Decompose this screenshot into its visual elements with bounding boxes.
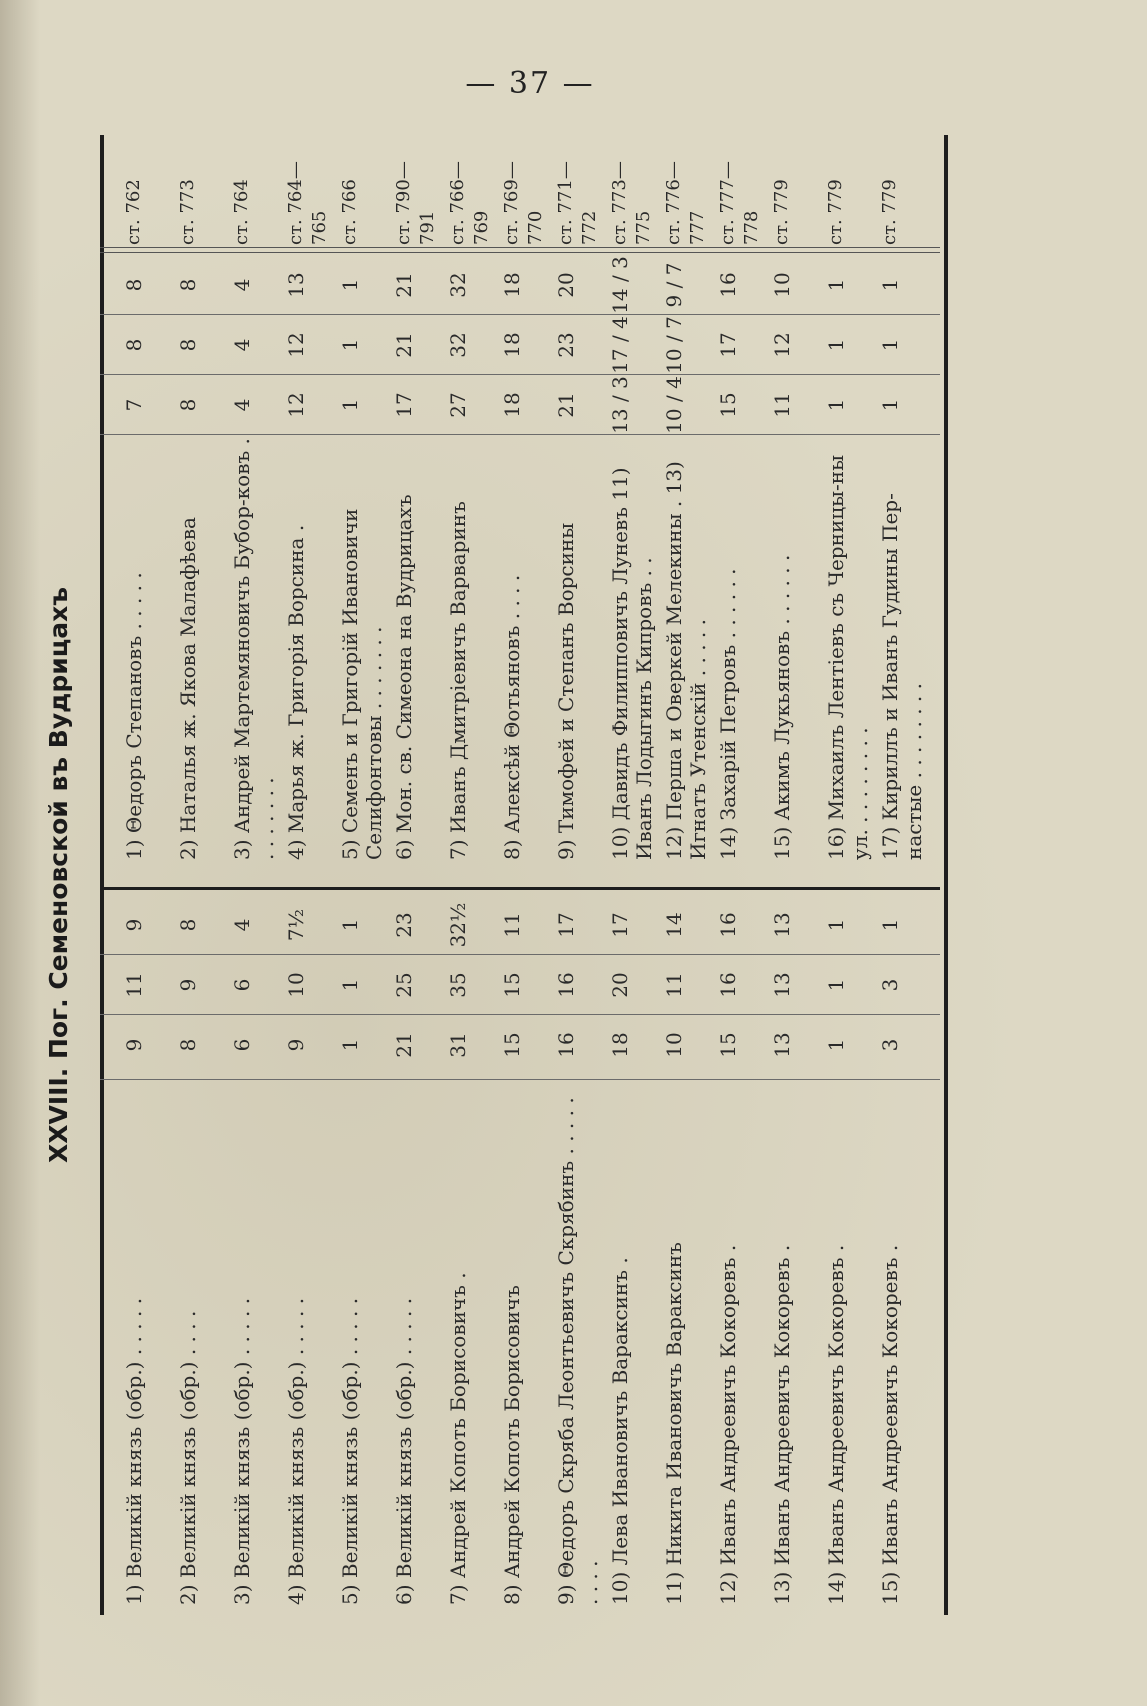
value-cell: 10: [662, 1032, 686, 1058]
value-cell: 23: [554, 332, 578, 358]
value-cell: 8: [176, 278, 200, 292]
owner-cell: 11) Никита Ивановичъ Вараксинъ: [662, 1242, 686, 1605]
value-cell: 11: [770, 392, 794, 418]
value-cell: 1: [878, 918, 902, 932]
value-cell: 6: [230, 978, 254, 992]
value-cell: 4: [230, 338, 254, 352]
value-cell: 21: [392, 272, 416, 298]
value-cell: 32½: [446, 902, 470, 948]
owner-cell: 5) Великій князь (обр.) . . . . .: [338, 1297, 362, 1605]
value-cell: 1: [824, 978, 848, 992]
holder-cell: 15) Акимъ Лукьяновъ . . . . . .: [770, 554, 794, 860]
holder-cell: 8) Алексѣй Θотьяновъ . . . .: [500, 574, 524, 860]
owner-cell: 13) Иванъ Андреевичъ Кокоревъ .: [770, 1244, 794, 1605]
table-row: [662, 135, 716, 1615]
holder-cell: 9) Тимофей и Степанъ Ворсины: [554, 522, 578, 860]
value-cell: 10: [284, 972, 308, 998]
value-cell: 10 / 7: [662, 316, 686, 374]
value-cell: 20: [554, 272, 578, 298]
value-cell: 27: [446, 392, 470, 418]
value-cell: 1: [824, 918, 848, 932]
value-cell: 13: [770, 972, 794, 998]
reference-cell: ст. 771—772: [555, 161, 600, 245]
value-cell: 7: [122, 398, 146, 412]
table-row: [770, 135, 824, 1615]
value-cell: 17: [716, 332, 740, 358]
value-cell: 8: [122, 338, 146, 352]
owner-cell: 10) Лева Ивановичъ Вараксинъ .: [608, 1257, 632, 1605]
table-row: [392, 135, 446, 1615]
holder-cell: 16) Михаилъ Лентіевъ съ Черницы-ны ул. . . . . . . . .: [824, 454, 872, 860]
column-divider: [100, 1079, 940, 1080]
value-cell: 11: [500, 912, 524, 938]
value-cell: 1: [338, 278, 362, 292]
value-cell: 18: [500, 392, 524, 418]
section-title: XXVIII. Пог. Семеновской въ Вудрицахъ: [44, 586, 73, 1164]
value-cell: 13: [770, 1032, 794, 1058]
value-cell: 9: [284, 1038, 308, 1052]
table-row: [554, 135, 608, 1615]
value-cell: 8: [176, 918, 200, 932]
value-cell: 9: [122, 1038, 146, 1052]
reference-cell: ст. 766: [339, 179, 360, 245]
value-cell: 1: [338, 398, 362, 412]
value-cell: 14 / 3: [608, 256, 632, 314]
value-cell: 18: [500, 332, 524, 358]
holder-cell: 5) Семенъ и Григорій Ивановичи Селифонтовы . . . . . . .: [338, 508, 386, 860]
value-cell: 16: [554, 1032, 578, 1058]
value-cell: 1: [824, 278, 848, 292]
value-cell: 1: [878, 338, 902, 352]
value-cell: 11: [122, 972, 146, 998]
value-cell: 15: [716, 1032, 740, 1058]
value-cell: 15: [716, 392, 740, 418]
value-cell: 17: [392, 392, 416, 418]
value-cell: 17: [608, 912, 632, 938]
reference-cell: ст. 779: [771, 179, 792, 245]
owner-cell: 7) Андрей Копоть Борисовичъ .: [446, 1272, 470, 1605]
value-cell: 13 / 3: [608, 376, 632, 434]
value-cell: 1: [338, 918, 362, 932]
value-cell: 18: [500, 272, 524, 298]
value-cell: 32: [446, 332, 470, 358]
value-cell: 23: [392, 912, 416, 938]
value-cell: 16: [716, 272, 740, 298]
section-divider: [100, 887, 940, 890]
owner-cell: 1) Великій князь (обр.) . . . . .: [122, 1297, 146, 1605]
reference-cell: ст. 764: [231, 179, 252, 245]
value-cell: 9: [176, 978, 200, 992]
value-cell: 9: [122, 918, 146, 932]
value-cell: 12: [284, 392, 308, 418]
reference-cell: ст. 777—778: [717, 161, 762, 245]
value-cell: 3: [878, 978, 902, 992]
table-row: [338, 135, 392, 1615]
value-cell: 10: [770, 272, 794, 298]
holder-cell: 17) Кириллъ и Иванъ Гудины Пер-настые . . . . . . . .: [878, 493, 926, 860]
reference-cell: ст. 790—791: [393, 161, 438, 245]
value-cell: 7½: [284, 908, 308, 942]
holder-cell: 1) Θедоръ Степановъ . . . . .: [122, 572, 146, 860]
reference-cell: ст. 779: [825, 179, 846, 245]
value-cell: 13: [770, 912, 794, 938]
value-cell: 3: [878, 1038, 902, 1052]
value-cell: 8: [176, 338, 200, 352]
value-cell: 21: [392, 332, 416, 358]
table-row: [230, 135, 284, 1615]
value-cell: 10 / 4: [662, 376, 686, 434]
value-cell: 1: [824, 338, 848, 352]
table-row: [446, 135, 500, 1615]
table-frame: [100, 135, 948, 1615]
value-cell: 25: [392, 972, 416, 998]
owner-cell: 14) Иванъ Андреевичъ Кокоревъ .: [824, 1244, 848, 1605]
value-cell: 8: [122, 278, 146, 292]
holder-cell: 4) Марья ж. Григорія Ворсина .: [284, 524, 308, 860]
value-cell: 17: [554, 912, 578, 938]
value-cell: 1: [878, 398, 902, 412]
owner-cell: 6) Великій князь (обр.) . . . . .: [392, 1297, 416, 1605]
owner-cell: 12) Иванъ Андреевичъ Кокоревъ .: [716, 1244, 740, 1605]
value-cell: 1: [824, 398, 848, 412]
column-divider: [100, 247, 940, 253]
holder-cell: 14) Захарій Петровъ . . . . . .: [716, 568, 740, 860]
reference-cell: ст. 764—765: [285, 161, 330, 245]
owner-cell: 2) Великій князь (обр.) . . . .: [176, 1310, 200, 1605]
value-cell: 18: [608, 1032, 632, 1058]
column-divider: [100, 434, 940, 435]
value-cell: 12: [770, 332, 794, 358]
page-number: — 37 —: [465, 66, 595, 101]
value-cell: 20: [608, 972, 632, 998]
value-cell: 1: [338, 978, 362, 992]
value-cell: 1: [878, 278, 902, 292]
reference-cell: ст. 776—777: [663, 161, 708, 245]
holder-cell: 2) Наталья ж. Якова Малафѣева: [176, 517, 200, 860]
value-cell: 1: [338, 338, 362, 352]
table-row: [608, 135, 662, 1615]
owner-cell: 8) Андрей Копоть Борисовичъ: [500, 1285, 524, 1605]
value-cell: 8: [176, 398, 200, 412]
value-cell: 14: [662, 912, 686, 938]
value-cell: 15: [500, 972, 524, 998]
holder-cell: 7) Иванъ Дмитріевичъ Варваринъ: [446, 501, 470, 860]
table-row: [824, 135, 878, 1615]
value-cell: 16: [554, 972, 578, 998]
holder-cell: 12) Перша и Оверкей Мелекины . 13) Игнатъ Утенскій . . . . .: [662, 461, 710, 860]
value-cell: 1: [338, 1038, 362, 1052]
column-divider: [100, 374, 940, 375]
owner-cell: 9) Θедоръ Скряба Леонтьевичъ Скрябинъ . . . . . . . . .: [554, 1097, 602, 1605]
table-row: [122, 135, 176, 1615]
value-cell: 4: [230, 398, 254, 412]
value-cell: 9 / 7: [662, 262, 686, 308]
value-cell: 13: [284, 272, 308, 298]
owner-cell: 15) Иванъ Андреевичъ Кокоревъ .: [878, 1244, 902, 1605]
holder-cell: 10) Давидъ Филипповичъ Луневъ 11) Иванъ Лодыгинъ Кипровъ . .: [608, 467, 656, 860]
table-row: [878, 135, 932, 1615]
column-divider: [100, 1014, 940, 1015]
holder-cell: 6) Мон. св. Симеона на Вудрицахъ: [392, 494, 416, 860]
table-row: [716, 135, 770, 1615]
value-cell: 17 / 4: [608, 316, 632, 374]
value-cell: 12: [284, 332, 308, 358]
value-cell: 32: [446, 272, 470, 298]
value-cell: 8: [176, 1038, 200, 1052]
table-row: [284, 135, 338, 1615]
value-cell: 35: [446, 972, 470, 998]
owner-cell: 3) Великій князь (обр.) . . . . .: [230, 1297, 254, 1605]
value-cell: 31: [446, 1032, 470, 1058]
table-row: [176, 135, 230, 1615]
reference-cell: ст. 766—769: [447, 161, 492, 245]
value-cell: 21: [554, 392, 578, 418]
value-cell: 4: [230, 918, 254, 932]
table-row: [500, 135, 554, 1615]
value-cell: 15: [500, 1032, 524, 1058]
value-cell: 16: [716, 972, 740, 998]
rotated-table-container: [20, 135, 960, 1615]
column-divider: [100, 954, 940, 955]
value-cell: 21: [392, 1032, 416, 1058]
value-cell: 16: [716, 912, 740, 938]
reference-cell: ст. 779: [879, 179, 900, 245]
reference-cell: ст. 773: [177, 179, 198, 245]
value-cell: 11: [662, 972, 686, 998]
reference-cell: ст. 773—775: [609, 161, 654, 245]
value-cell: 4: [230, 278, 254, 292]
value-cell: 1: [824, 1038, 848, 1052]
reference-cell: ст. 769—770: [501, 161, 546, 245]
reference-cell: ст. 762: [123, 179, 144, 245]
column-divider: [100, 314, 940, 315]
owner-cell: 4) Великій князь (обр.) . . . . .: [284, 1297, 308, 1605]
holder-cell: 3) Андрей Мартемяновичъ Бубор-ковъ . . . . . . . .: [230, 438, 278, 860]
value-cell: 6: [230, 1038, 254, 1052]
